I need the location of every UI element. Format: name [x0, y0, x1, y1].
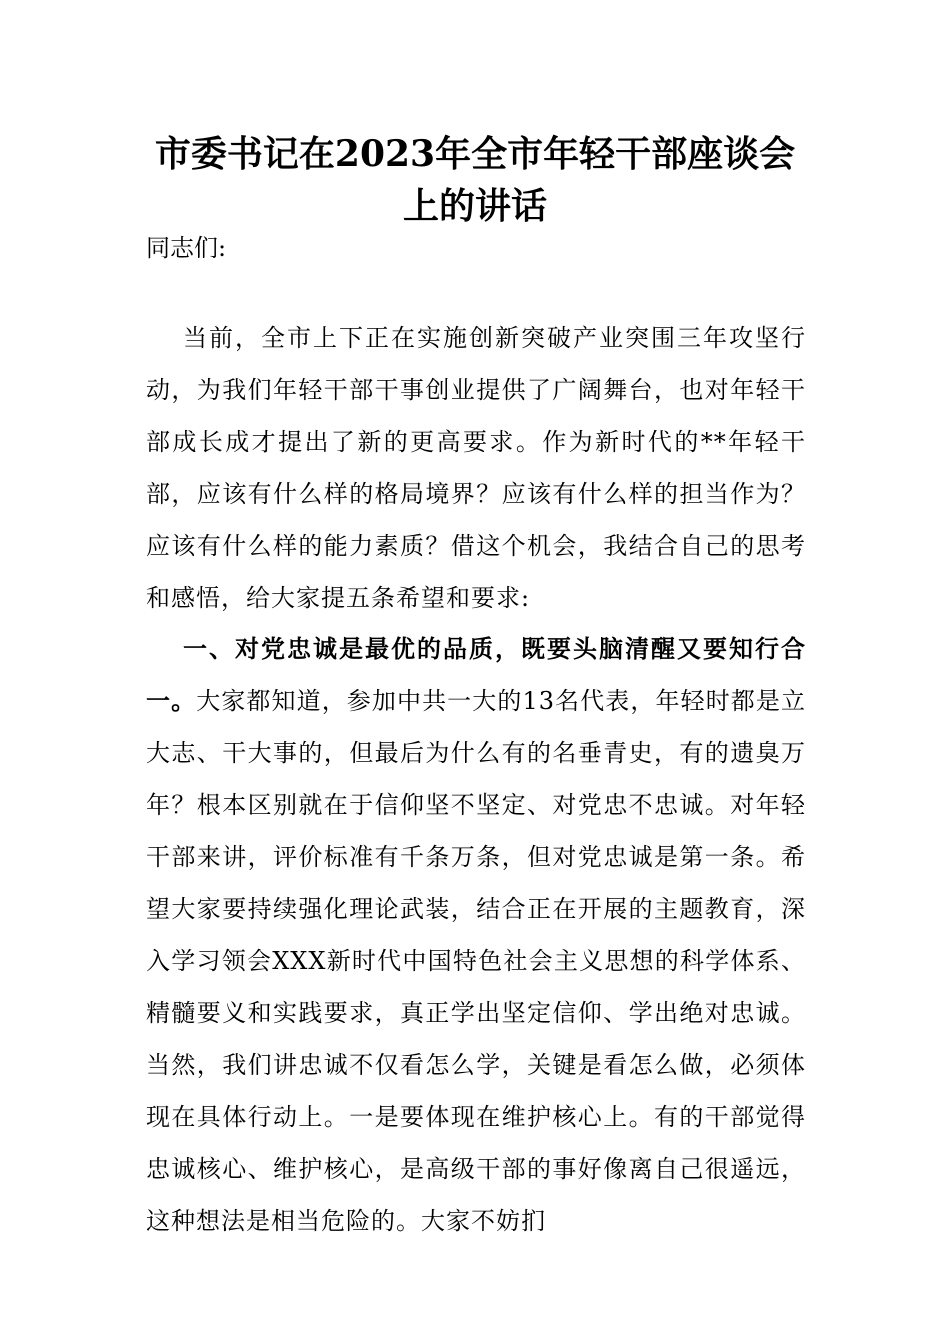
paragraph-2-body: 大家都知道，参加中共一大的13名代表，年轻时都是立大志、干大事的，但最后为什么有的名垂青史，有的遗臭万年？根本区别就在于信仰坚不坚定、对党忠不忠诚。对年轻干部来讲，评价标准有千条万条，但对党忠诚是第一条。希望大家要持续强化理论武装，结合正在开展的主题教育，深入学习领会XXX新时代中国特色社会主义思想的科学体系、精髓要义和实践要求，真正学出坚定信仰、学出绝对忠诚。当然，我们讲忠诚不仅看怎么学，关键是看怎么做，必须体现在具体行动上。一是要体现在维护核心上。有的干部觉得忠诚核心、维护核心，是高级干部的事好像离自己很遥远，这种想法是相当危险的。大家不妨扪: [146, 687, 806, 1235]
document-title: 市委书记在2023年全市年轻干部座谈会上的讲话: [154, 133, 796, 227]
paragraph-2-heading: 一、对党忠诚是最优的品质，既要头脑清醒又要知行合一。: [146, 634, 806, 715]
paragraph-2: [146, 623, 806, 1247]
greeting: 同志们:: [146, 234, 227, 262]
paragraph-1: 当前，全市上下正在实施创新突破产业突围三年攻坚行动，为我们年轻干部干事创业提供了广阔舞台，也对年轻干部成长成才提出了新的更高要求。作为新时代的**年轻干部，应该有什么样的格局境界？应该有什么样的担当作为？应该有什么样的能力素质？借这个机会，我结合自己的思考和感悟，给大家提五条希望和要求:: [146, 324, 806, 612]
